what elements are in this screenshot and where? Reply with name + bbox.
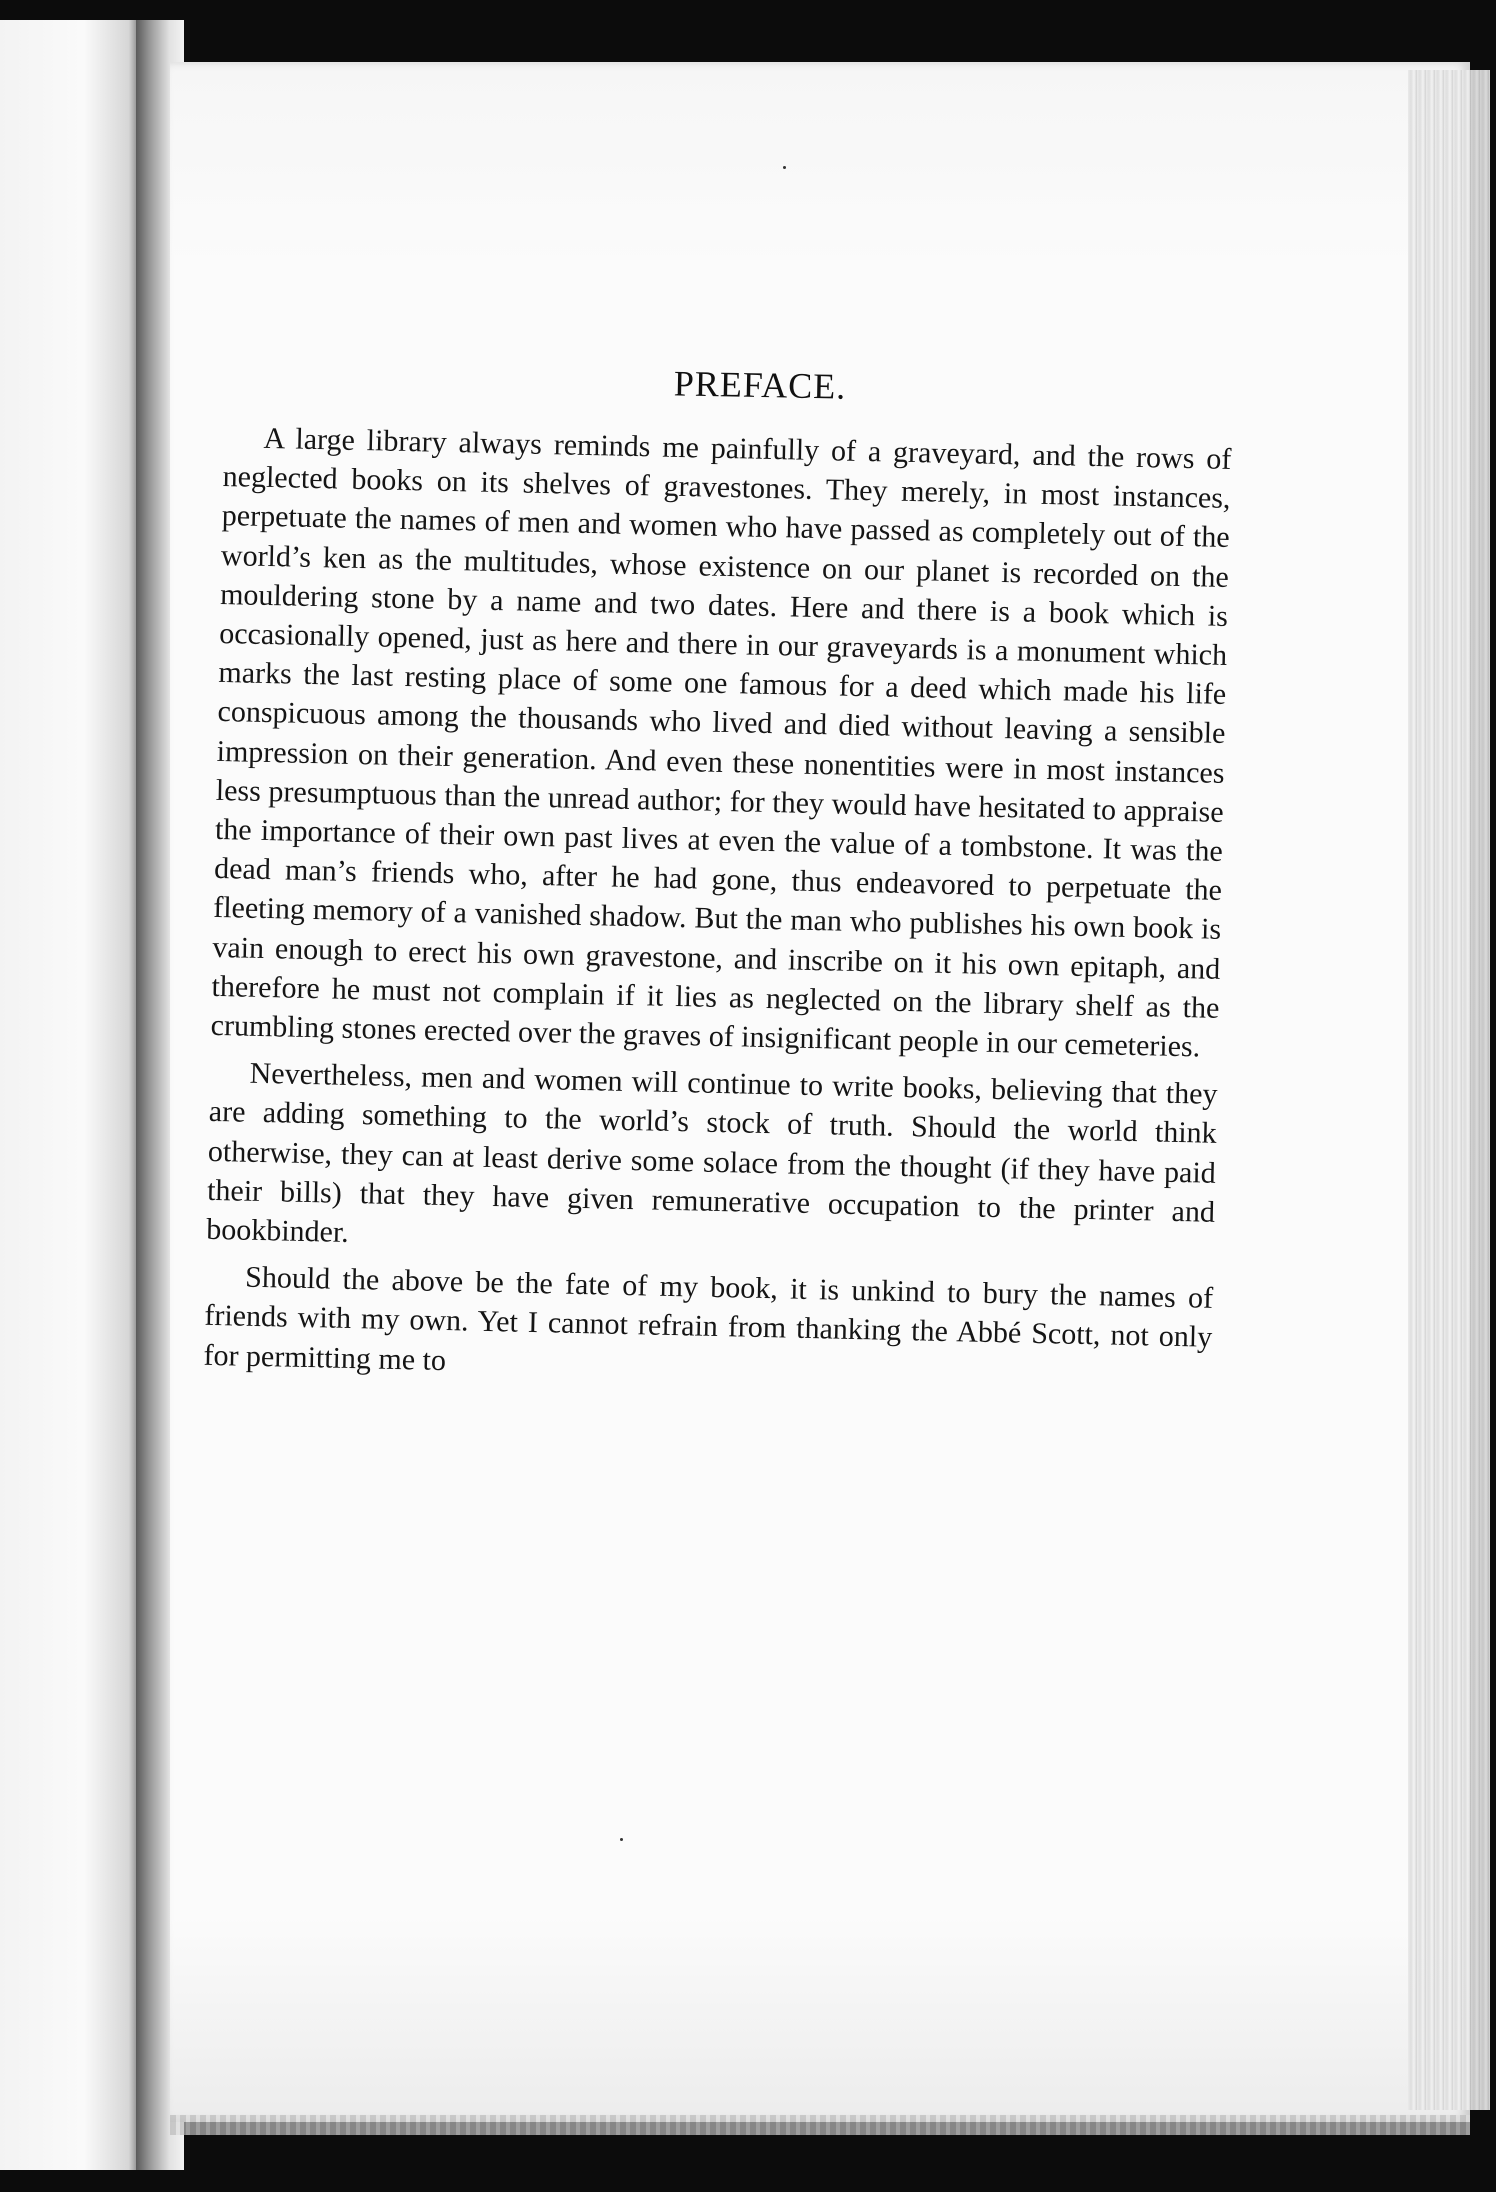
page-title: PREFACE. <box>673 363 847 407</box>
paragraph-2: Nevertheless, men and women will continue to write books, believing that they are adding something to the world’s stock of truth. Should the world think otherwise, they can at least derive some solace from the thought (if they have paid their bills) that they have given remunerative occupation to the printer and bookbinder. <box>205 1056 1218 1249</box>
paragraph-1: A large library always reminds me painfully of a graveyard, and the rows of neglected books on its shelves of gravestones. They merely, in most instances, perpetuate the names of men and women who have passed as completely out of the world’s ken as the multitudes, whose existence on our planet is recorded on the mouldering stone by a name and two dates. Here and there is a book which is occasionally opened, just as here and there in our graveyards is a monument which marks the last resting place of some one famous for a deed which made his life conspicuous among the thousands who lived and died without leaving a sensible impression on their generation. And even these nonentities were in most instances less presumptuous than the unread author; for they would have hesitated to appraise the importance of their own past lives at even the value of a tombstone. It was the dead man’s friends who, after he had gone, thus endeavored to perpetuate the fleeting memory of a vanished shadow. But the man who publishes his own book is vain enough to erect his own gravestone, and inscribe on it his own epitaph, and therefore he must not complain if it lies as neglected on the library shelf as the crumbling stones erected over the graves of insignificant people in our cemeteries. <box>210 421 1232 1064</box>
ink-speck <box>620 1838 623 1841</box>
preface-text <box>203 418 1232 1397</box>
ink-speck <box>783 166 786 169</box>
page-bottom-edge <box>170 2115 1470 2135</box>
paragraph-3: Should the above be the fate of my book, it is unkind to bury the names of friends with my own. Yet I cannot refrain from thanking the Abbé Scott, not only for permitting me to <box>203 1260 1214 1377</box>
previous-page-edge <box>0 20 140 2170</box>
page-stack-edges <box>1408 70 1490 2110</box>
